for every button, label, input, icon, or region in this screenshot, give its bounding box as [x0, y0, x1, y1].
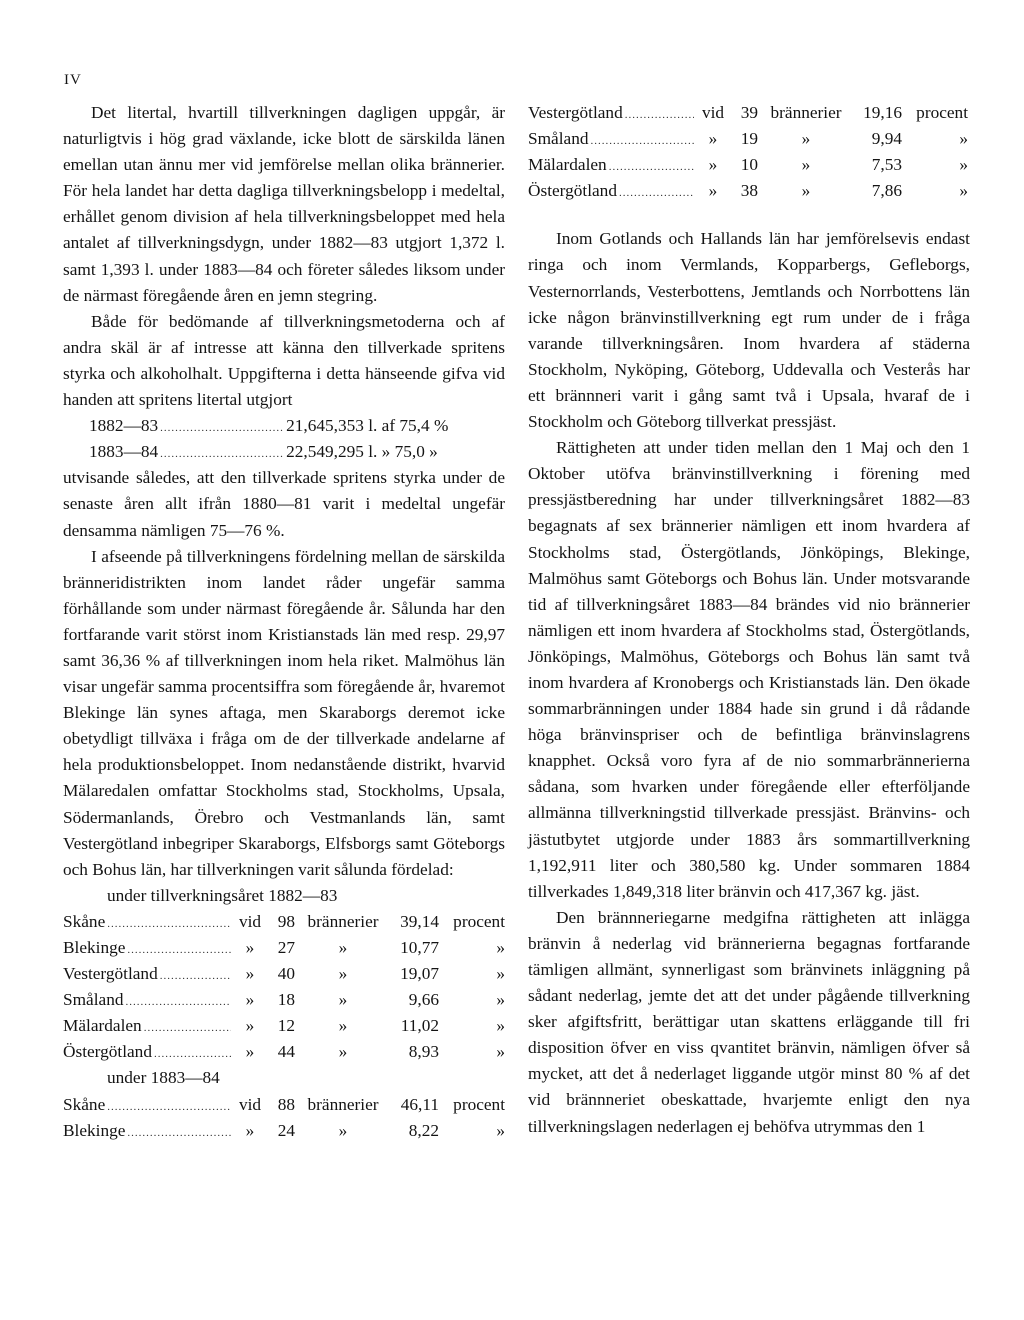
dot-leader — [144, 1015, 231, 1041]
distillery-count: 18 — [277, 990, 295, 1010]
dot-leader — [160, 415, 284, 441]
alcohol-row — [63, 439, 505, 465]
prefix: » — [245, 1120, 255, 1140]
district-name: Vestergötland — [63, 964, 158, 984]
table-heading: under tillverkningsåret 1882—83 — [107, 885, 338, 905]
paragraph: Den brännneriegarne medgifna rättigheten att inlägga bränvin å nederlag vid brännerierna begagnas fortfarande tämligen allmänt, synnerligast som bränvinets inläggning på sådant nederlag, jemte det att det under pågående tillverkning sker afgiftsfritt, berättigar utan skattens erläggande till fri disposition öfver en viss qvantitet bränvin, nämligen öfver så mycket, att det å nederlaget liggande utgör minst 80 % af det vid brännneriet obeskattade, hvarjemte enligt den nya tillverkningslagen nederlagen ej behöfva utrymmas den 1 — [528, 907, 970, 1136]
table-row — [63, 1013, 505, 1039]
percent-word: » — [959, 181, 968, 201]
table-heading: under 1883—84 — [107, 1068, 220, 1088]
unit: » — [338, 1120, 348, 1140]
percent-value: 46,11 — [400, 1094, 439, 1114]
paragraph: Inom Gotlands och Hallands län har jemförelsevis endast ringa och inom Vermlands, Kopparbergs, Gefleborgs, Vesternorrlands, Vesterbottens, Jemtlands och Norrbottens län icke någon bränvinstillverkning egt rum under de i fråga varande tillverkningsåren. Inom hvardera af städerna Stockholm, Nyköping, Göteborg, Uddevalla och Vesterås har ett brännneri varit i gång samt två i Upsala, hvaraf de i Stockholm och Göteborg tillverkat pressjäst. — [528, 229, 970, 432]
district-name: Småland — [63, 990, 124, 1010]
distillery-count: 38 — [740, 181, 758, 201]
percent-word: » — [496, 1120, 505, 1140]
dot-leader — [127, 1120, 231, 1146]
district-name: Blekinge — [63, 938, 126, 957]
unit: » — [338, 990, 348, 1010]
table-row — [63, 909, 505, 935]
unit: brännerier — [307, 911, 379, 931]
dot-leader — [619, 180, 694, 206]
district-name: Småland — [528, 129, 589, 149]
prefix: vid — [238, 911, 262, 931]
dot-leader — [609, 154, 694, 180]
spacer — [528, 204, 970, 226]
table-row — [63, 987, 505, 1013]
unit: » — [338, 964, 348, 984]
prefix: » — [708, 155, 718, 175]
table-row — [528, 100, 968, 126]
percent-value: 19,07 — [400, 964, 439, 984]
distillery-count: 19 — [740, 129, 758, 149]
alcohol-year: 1882—83 — [89, 416, 159, 436]
percent-word: » — [959, 129, 968, 149]
paragraph: Det litertal, hvartill tillverkningen dagligen uppgår, är naturligtvis i hög grad växlande, icke blott de särskilda länen emellan utan ännu mer vid jemförelse mellan olika brännerier. För hela landet har detta dagliga tillverkningsbelopp i medeltal, erhållet genom division af hela tillverkningsbeloppet med hela antalet af tillverkningsdygn, under 1882—83 utgjort 1,372 l. samt 1,393 l. under 1883—84 och företer således liksom under de närmast föregående åren en jemn stegring. — [63, 103, 505, 305]
percent-value: 8,22 — [408, 1120, 439, 1140]
distillery-count: 39 — [740, 103, 758, 122]
table-row — [528, 178, 968, 204]
distillery-count: 40 — [277, 964, 295, 984]
district-name: Skåne — [63, 1094, 106, 1114]
dot-leader — [107, 1094, 231, 1120]
prefix: » — [245, 964, 255, 984]
table-row — [63, 1039, 505, 1065]
percent-value: 7,86 — [871, 181, 902, 201]
percent-value: 11,02 — [400, 1016, 439, 1036]
right-column — [528, 100, 970, 1140]
district-name: Östergötland — [63, 1042, 152, 1062]
prefix: » — [245, 1042, 255, 1062]
left-column — [63, 100, 505, 1144]
percent-value: 39,14 — [400, 911, 439, 931]
distillery-count: 27 — [277, 938, 295, 957]
distillery-count: 88 — [277, 1094, 295, 1114]
unit: brännerier — [770, 103, 842, 122]
unit: » — [338, 938, 348, 957]
district-name: Östergötland — [528, 181, 617, 201]
paragraph: Rättigheten att under tiden mellan den 1 Maj och den 1 Oktober utöfva bränvinstillverkning i förening med pressjästberedning har under tillverkningsåret 1882—83 begagnats af sex brännerier nämligen ett inom hvardera af Stockholms stad, Östergötlands, Jönköpings, Blekinge, Malmöhus samt Göteborgs och Bohus län. Under motsvarande tid af tillverkningsåret 1883—84 brändes vid nio brännerier nämligen ett inom hvardera af Stockholms stad, Östergötlands, Jönköpings, Malmöhus, Göteborgs och Bohus län samt två inom hvardera af Kronobergs och Kristianstads län. Den ökade sommarbränningen under 1884 hade sin grund i då rådande höga bränvinspriser och de befintliga bränvinslagrens knapphet. Också voro fyra af de nio sommarbrännerierna sådana, som hvarken under föregående eller efterföljande allmänna tillverkningstid tillverkade pressjäst. Bränvins- och jästutbytet utgjorde under 1883 års sommartillverkning 1,192,911 liter och 380,580 kg. Under sommaren 1884 tillverkades 1,849,318 liter bränvin och 417,367 kg. jäst. — [528, 438, 970, 901]
percent-word: » — [496, 990, 505, 1010]
dot-leader — [107, 911, 231, 937]
paragraph: Både för bedömande af tillverkningsmetoderna och af andra skäl är af intresse att känna den tillverkade spritens styrka och alkoholhalt. Uppgifterna i detta hänseende gifva vid handen att spritens litertal utgjort — [63, 311, 505, 410]
dot-leader — [160, 441, 284, 467]
percent-word: procent — [453, 911, 505, 931]
unit: » — [338, 1042, 348, 1062]
alcohol-row — [63, 413, 505, 439]
percent-word: » — [496, 1016, 505, 1036]
percent-word: » — [496, 964, 505, 984]
district-name: Blekinge — [63, 1120, 126, 1140]
paragraph: utvisande således, att den tillverkade spritens styrka under de senaste åren allt ifrån 1880—81 varit i medeltal ungefär densamma nämligen 75—76 %. — [63, 468, 505, 540]
distillery-count: 10 — [740, 155, 758, 175]
table-row — [63, 935, 505, 961]
percent-word: procent — [916, 103, 968, 122]
alcohol-value: 21,645,353 l. af 75,4 % — [286, 416, 449, 436]
alcohol-value: 22,549,295 l. » 75,0 » — [286, 442, 438, 462]
distribution-table-1883-84-continued — [528, 100, 968, 204]
table-row — [63, 1092, 505, 1118]
distillery-count: 24 — [277, 1120, 295, 1140]
district-name: Vestergötland — [528, 103, 623, 122]
distillery-count: 44 — [277, 1042, 295, 1062]
percent-value: 9,66 — [408, 990, 439, 1010]
prefix: vid — [701, 103, 725, 122]
percent-value: 7,53 — [871, 155, 902, 175]
percent-word: » — [959, 155, 968, 175]
distillery-count: 12 — [277, 1016, 295, 1036]
paragraph: I afseende på tillverkningens fördelning mellan de särskilda bränneridistrikten inom landet råder ungefär samma förhållande som under närmast föregående år. Sålunda har den fortfarande varit störst inom Kristianstads län med resp. 29,97 samt 36,36 % af tillverkningen inom hela riket. Malmöhus län visar ungefär samma procentsiffra som föregående år, hvaremot Blekinge län synes aftaga, men Skaraborgs deremot icke obetydligt tillväxa i fråga om de der tillverkade andelarne af hela produktionsbeloppet. Inom nedanstående distrikt, hvarvid Mälaredalen omfattar Stockholms stad, Stockholms, Upsala, Södermanlands, Örebro och Vestmanlands län, samt Vestergötland inbegriper Skaraborgs, Elfsborgs samt Göteborgs och Bohus län, har tillverkningen varit sålunda fördelad: — [63, 546, 505, 879]
distillery-count: 98 — [277, 911, 295, 931]
alcohol-table — [63, 413, 505, 465]
dot-leader — [160, 963, 231, 989]
dot-leader — [125, 989, 231, 1015]
alcohol-year: 1883—84 — [89, 442, 159, 462]
page-number: IV — [64, 72, 82, 88]
prefix: » — [245, 990, 255, 1010]
prefix: » — [708, 181, 718, 201]
percent-word: » — [496, 1042, 505, 1062]
table-row — [63, 961, 505, 987]
prefix: vid — [238, 1094, 262, 1114]
prefix: » — [245, 938, 255, 957]
distribution-table-1882-83 — [63, 909, 505, 1066]
dot-leader — [127, 937, 231, 963]
percent-word: procent — [453, 1094, 505, 1114]
dot-leader — [625, 102, 694, 128]
unit: brännerier — [307, 1094, 379, 1114]
district-name: Skåne — [63, 911, 106, 931]
percent-value: 10,77 — [400, 938, 439, 957]
dot-leader — [590, 128, 694, 154]
table-row — [528, 126, 968, 152]
prefix: » — [245, 1016, 255, 1036]
percent-word: » — [496, 938, 505, 957]
table-row — [63, 1118, 505, 1144]
percent-value: 8,93 — [408, 1042, 439, 1062]
unit: » — [801, 181, 811, 201]
unit: » — [338, 1016, 348, 1036]
percent-value: 9,94 — [871, 129, 902, 149]
district-name: Mälardalen — [528, 155, 607, 175]
percent-value: 19,16 — [863, 103, 902, 122]
district-name: Mälardalen — [63, 1016, 142, 1036]
table-row — [528, 152, 968, 178]
prefix: » — [708, 129, 718, 149]
dot-leader — [154, 1041, 231, 1067]
distribution-table-1883-84 — [63, 1092, 505, 1144]
unit: » — [801, 155, 811, 175]
unit: » — [801, 129, 811, 149]
